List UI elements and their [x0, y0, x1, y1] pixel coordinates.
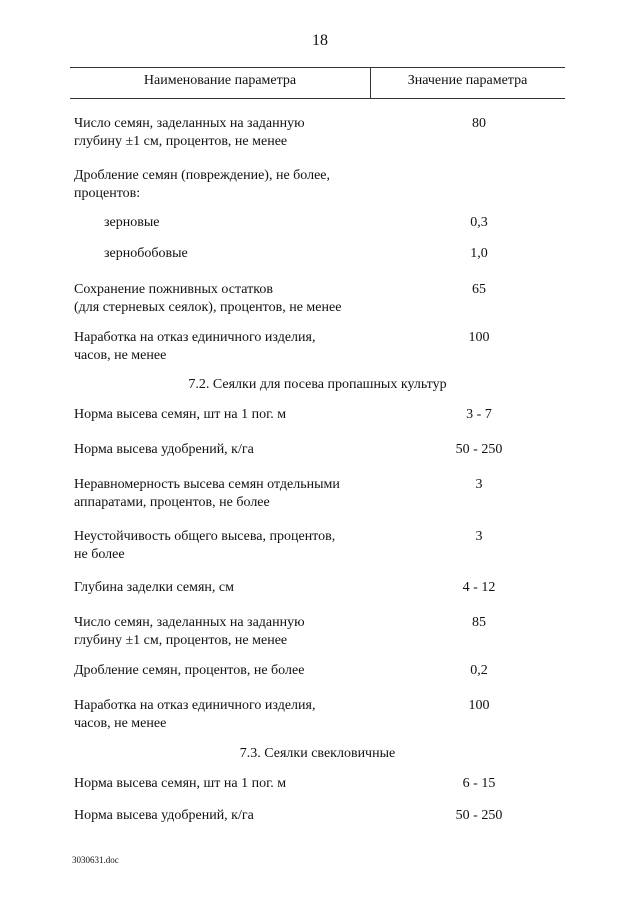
parameter-value: 0,3 — [470, 215, 488, 230]
parameter-value: 80 — [472, 116, 486, 131]
section-heading: 7.3. Сеялки свекловичные — [239, 746, 396, 761]
parameter-value: 4 - 12 — [462, 580, 496, 595]
parameter-name: Норма высева удобрений, к/га — [74, 442, 254, 457]
parameter-name: Число семян, заделанных на заданную глубину ±1 см, процентов, не менее — [74, 116, 305, 149]
parameter-value: 6 - 15 — [462, 776, 496, 791]
parameter-value: 100 — [468, 330, 490, 345]
file-name-footer: 3030631.doc — [72, 855, 119, 865]
parameter-value: 3 — [475, 529, 483, 544]
parameter-value: 3 — [475, 477, 483, 492]
parameter-value: 3 - 7 — [466, 407, 492, 422]
parameter-name: зернобобовые — [104, 246, 188, 261]
parameter-value: 50 - 250 — [455, 808, 503, 823]
parameter-name: зерновые — [104, 215, 160, 230]
column-header-parameter-value: Значение параметра — [407, 73, 528, 88]
parameter-name: Наработка на отказ единичного изделия, часов, не менее — [74, 330, 316, 363]
parameter-name: Неустойчивость общего высева, процентов, не более — [74, 529, 336, 562]
parameter-name: Наработка на отказ единичного изделия, часов, не менее — [74, 698, 316, 731]
page-number: 18 — [312, 32, 328, 49]
parameter-name: Глубина заделки семян, см — [74, 580, 234, 595]
parameter-name: Дробление семян (повреждение), не более, процентов: — [74, 168, 331, 201]
column-header-parameter-name: Наименование параметра — [143, 73, 297, 88]
parameter-value: 1,0 — [470, 246, 488, 261]
parameter-name: Норма высева удобрений, к/га — [74, 808, 254, 823]
parameter-value: 85 — [472, 615, 486, 630]
parameter-name: Неравномерность высева семян отдельными аппаратами, процентов, не более — [74, 477, 340, 510]
parameter-name: Сохранение пожнивных остатков (для стерневых сеялок), процентов, не менее — [74, 282, 342, 315]
parameter-name: Норма высева семян, шт на 1 пог. м — [74, 776, 287, 791]
table-header-bottom-rule — [70, 98, 565, 99]
parameter-value: 0,2 — [470, 663, 488, 678]
parameter-name: Норма высева семян, шт на 1 пог. м — [74, 407, 287, 422]
table-header-top-rule — [70, 67, 565, 68]
parameter-value: 65 — [472, 282, 486, 297]
parameter-value: 50 - 250 — [455, 442, 503, 457]
parameter-name: Дробление семян, процентов, не более — [74, 663, 305, 678]
parameter-name: Число семян, заделанных на заданную глубину ±1 см, процентов, не менее — [74, 615, 305, 648]
section-heading: 7.2. Сеялки для посева пропашных культур — [188, 377, 447, 392]
parameter-value: 100 — [468, 698, 490, 713]
